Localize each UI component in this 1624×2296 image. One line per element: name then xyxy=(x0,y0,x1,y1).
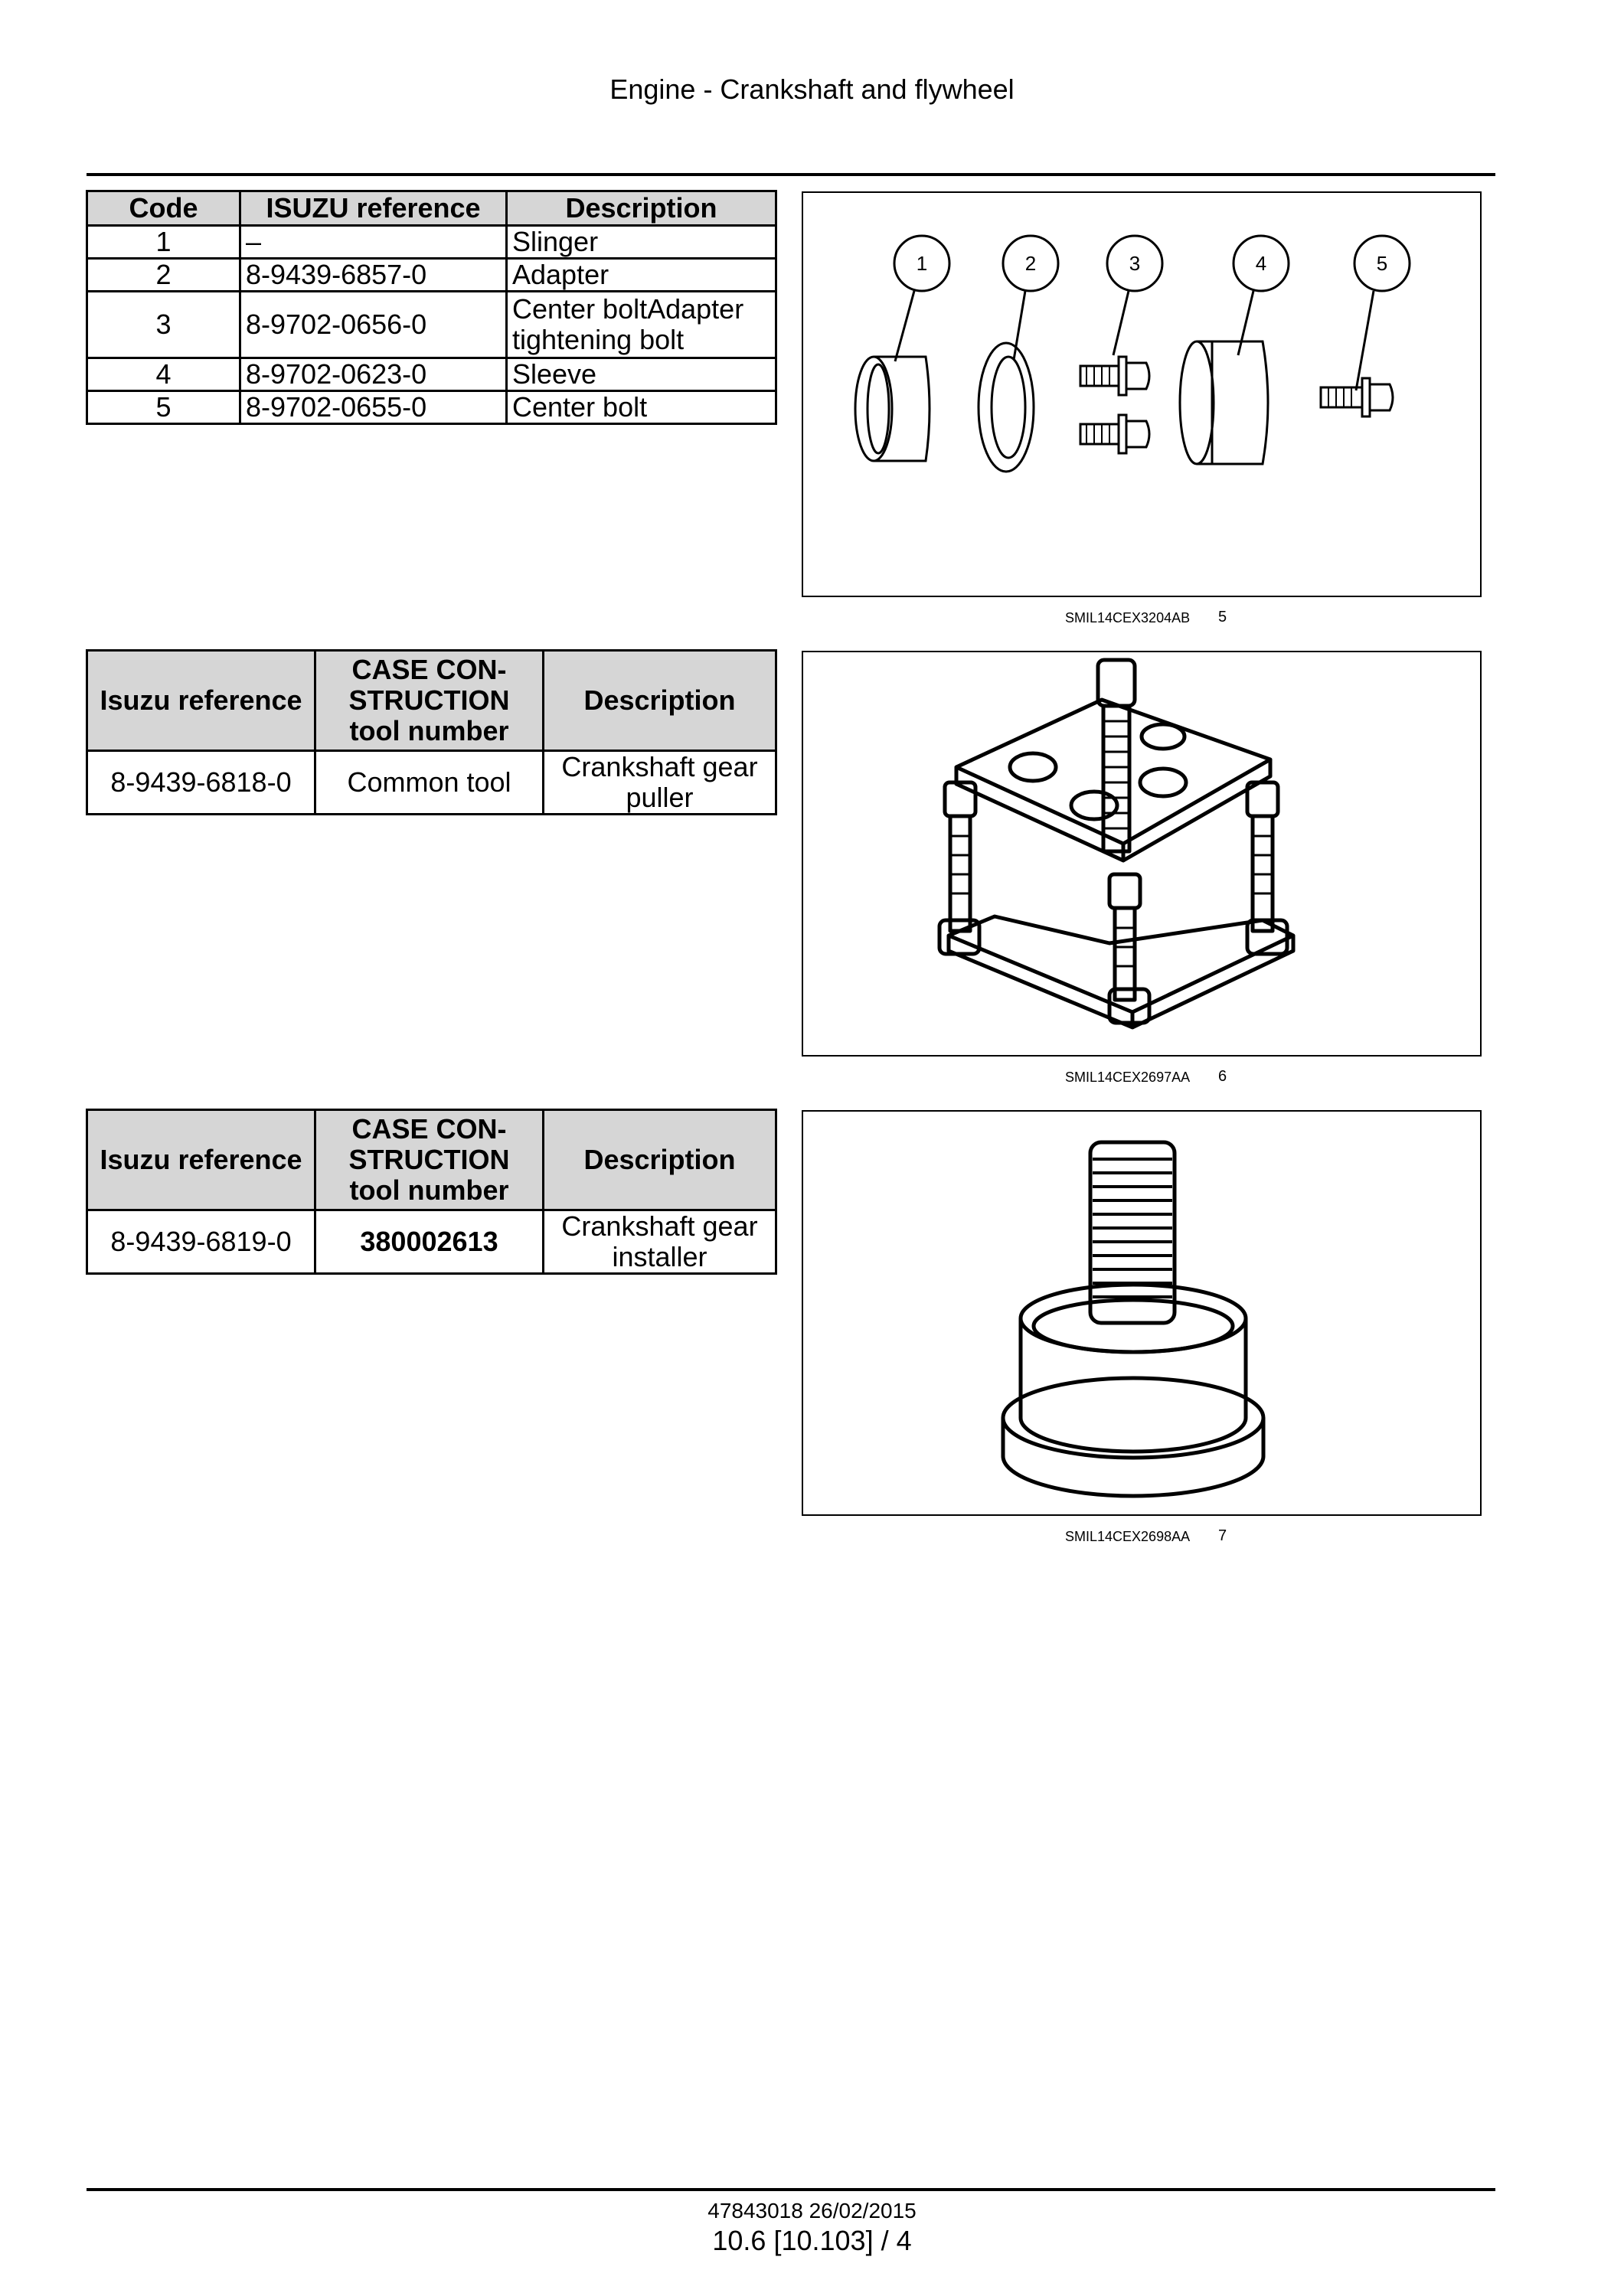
tool-table-puller xyxy=(86,649,777,815)
column-header: CASE CON-STRUCTION tool number xyxy=(315,651,544,751)
column-header: Code xyxy=(87,191,240,226)
figure-code: SMIL14CEX2697AA xyxy=(1065,1070,1191,1085)
code-cell: 2 xyxy=(87,259,240,292)
reference-cell: 8-9702-0656-0 xyxy=(240,292,507,358)
reference-cell: 8-9439-6818-0 xyxy=(87,751,315,815)
tool-table-installer xyxy=(86,1109,777,1275)
table-row xyxy=(87,226,776,259)
description-cell: Sleeve xyxy=(507,358,776,391)
figure-number: 7 xyxy=(1218,1527,1227,1544)
description-cell: Crankshaft gear installer xyxy=(544,1210,776,1274)
figure-number: 5 xyxy=(1218,609,1227,625)
reference-cell: – xyxy=(240,226,507,259)
gear-installer-illustration xyxy=(803,1112,1480,1514)
description-cell: Center bolt xyxy=(507,391,776,424)
callout-label: 4 xyxy=(1255,252,1267,275)
table-row xyxy=(87,391,776,424)
column-header: ISUZU reference xyxy=(240,191,507,226)
figure-number: 6 xyxy=(1218,1068,1227,1085)
gear-puller-figure xyxy=(802,651,1482,1057)
figure-code: SMIL14CEX2698AA xyxy=(1065,1529,1191,1544)
document-id: 47843018 26/02/2015 xyxy=(707,2199,917,2223)
page-title: Engine - Crankshaft and flywheel xyxy=(609,73,1015,105)
description-cell: Adapter xyxy=(507,259,776,292)
code-cell: 5 xyxy=(87,391,240,424)
code-cell: 4 xyxy=(87,358,240,391)
header-rule xyxy=(87,173,1495,176)
callout-label: 2 xyxy=(1024,252,1037,275)
description-cell: Crankshaft gear puller xyxy=(544,751,776,815)
tool-number-cell: Common tool xyxy=(315,751,544,815)
code-cell: 3 xyxy=(87,292,240,358)
reference-cell: 8-9702-0623-0 xyxy=(240,358,507,391)
reference-cell: 8-9702-0655-0 xyxy=(240,391,507,424)
table-header-row xyxy=(87,651,776,751)
code-cell: 1 xyxy=(87,226,240,259)
parts-kit-illustration xyxy=(803,193,1480,596)
column-header: Description xyxy=(544,1110,776,1210)
callout-label: 1 xyxy=(916,252,928,275)
table-row xyxy=(87,358,776,391)
figure-code: SMIL14CEX3204AB xyxy=(1065,610,1191,625)
column-header: Isuzu reference xyxy=(87,1110,315,1210)
callout-label: 5 xyxy=(1376,252,1388,275)
column-header: CASE CON-STRUCTION tool number xyxy=(315,1110,544,1210)
column-header: Isuzu reference xyxy=(87,651,315,751)
column-header: Description xyxy=(507,191,776,226)
reference-cell: 8-9439-6819-0 xyxy=(87,1210,315,1274)
callout-label: 3 xyxy=(1129,252,1141,275)
gear-puller-illustration xyxy=(803,652,1480,1055)
description-cell: Slinger xyxy=(507,226,776,259)
table-row xyxy=(87,751,776,815)
parts-table xyxy=(86,190,777,425)
table-header-row xyxy=(87,191,776,226)
table-row xyxy=(87,292,776,358)
table-row xyxy=(87,1210,776,1274)
table-row xyxy=(87,259,776,292)
page-number: 10.6 [10.103] / 4 xyxy=(712,2225,912,2256)
reference-cell: 8-9439-6857-0 xyxy=(240,259,507,292)
parts-kit-figure xyxy=(802,191,1482,597)
table-header-row xyxy=(87,1110,776,1210)
tool-number-cell: 380002613 xyxy=(315,1210,544,1274)
column-header: Description xyxy=(544,651,776,751)
gear-installer-figure xyxy=(802,1110,1482,1516)
description-cell: Center boltAdapter tightening bolt xyxy=(507,292,776,358)
footer-rule xyxy=(87,2188,1495,2191)
